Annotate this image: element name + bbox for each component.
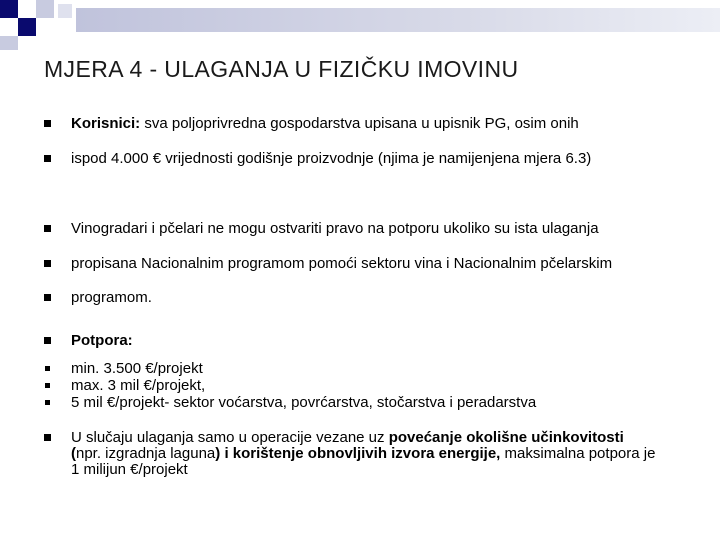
- square-bullet-icon: [44, 155, 51, 162]
- bullet-text: ispod 4.000 € vrijednosti godišnje proizvodnje (njima je namijenjena mjera 6.3): [71, 150, 592, 167]
- bullet-heading: Potpora:: [71, 332, 133, 349]
- sub-bullet-text: min. 3.500 €/projekt: [71, 360, 203, 377]
- bullet-text-part: npr. izgradnja laguna: [76, 445, 216, 462]
- square-bullet-icon: [44, 434, 51, 441]
- bullet-text: [71, 116, 671, 131]
- bullet-text: propisana Nacionalnim programom pomoći sektoru vina i Nacionalnim pčelarskim: [71, 255, 613, 272]
- bullet-text-body: sva poljoprivredna gospodarstva upisana u upisnik PG, osim onih: [140, 115, 579, 132]
- corner-square-white: [18, 0, 36, 18]
- square-bullet-icon: [44, 225, 51, 232]
- corner-square-dark: [18, 18, 36, 36]
- bullet-text: [71, 430, 656, 478]
- bullet-text: Vinogradari i pčelari ne mogu ostvariti pravo na potporu ukoliko su ista ulaganja: [71, 220, 599, 237]
- bullet-bold-label: Korisnici:: [71, 115, 141, 132]
- sub-bullet-text: max. 3 mil €/projekt,: [71, 377, 206, 394]
- small-square-bullet-icon: [45, 366, 50, 371]
- corner-square-light: [0, 36, 18, 50]
- bullet-bold-part: povećanje okolišne učinkovitosti (: [71, 429, 624, 462]
- square-bullet-icon: [44, 337, 51, 344]
- slide-title: MJERA 4 - ULAGANJA U FIZIČKU IMOVINU: [44, 56, 519, 82]
- square-bullet-icon: [44, 294, 51, 301]
- small-square-bullet-icon: [45, 383, 50, 388]
- square-bullet-icon: [44, 260, 51, 267]
- corner-square-white: [0, 18, 18, 36]
- corner-square-pale: [58, 4, 72, 18]
- small-square-bullet-icon: [45, 400, 50, 405]
- bullet-text: programom.: [71, 289, 152, 306]
- square-bullet-icon: [44, 120, 51, 127]
- sub-bullet-text: 5 mil €/projekt- sektor voćarstva, povrćarstva, stočarstva i peradarstva: [71, 394, 537, 411]
- corner-square-dark: [0, 0, 18, 18]
- header-gradient-bar: [76, 8, 720, 32]
- bullet-text-part: maksimalna potpora je 1 milijun €/projekt: [71, 445, 656, 478]
- corner-square-light: [36, 0, 54, 18]
- bullet-bold-part: ) i korištenje obnovljivih izvora energije,: [215, 445, 501, 462]
- bullet-text-part: U slučaju ulaganja samo u operacije vezane uz: [71, 429, 389, 446]
